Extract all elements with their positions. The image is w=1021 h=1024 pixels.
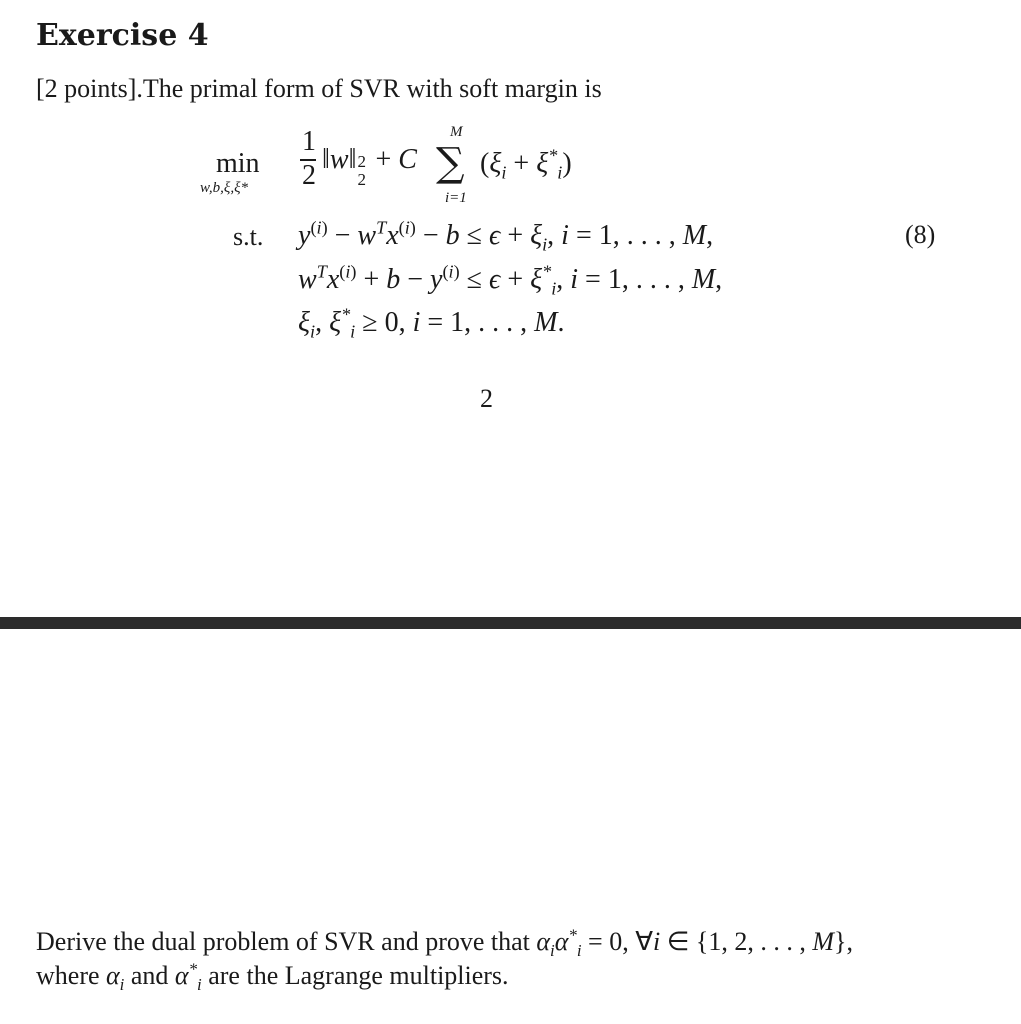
task-text (36, 925, 853, 993)
intro-text: [2 points].The primal form of SVR with soft margin is (36, 74, 602, 103)
page-number: 2 (480, 384, 493, 413)
constraint-3: $\xi_i$, $\xi^*_i \ge 0$, i = 1, . . . , M. (298, 304, 565, 342)
subject-to-label: s.t. (233, 222, 264, 251)
fraction-numerator: 1 (302, 126, 316, 157)
sum-body: $(\xi_i + \xi^*_i)$ (480, 145, 572, 183)
constraint-2: $w^Tx^{(i)} + b - y^{(i)} \le \epsilon + \xi^*_i$, i = 1, . . . , M, (298, 261, 723, 299)
objective-norm-term: ‖w‖ 2 2 + C (322, 144, 417, 189)
page-divider (0, 617, 1021, 629)
exercise-heading: Exercise 4 (36, 18, 209, 53)
summation-symbol: ∑ (436, 140, 465, 186)
fraction-denominator: 2 (302, 160, 316, 191)
equation-number: (8) (905, 220, 936, 249)
sum-lower-limit: i=1 (445, 190, 467, 206)
task-line-2: where $\alpha_i$ and $\alpha^*_i$ are the Lagrange multipliers. (36, 959, 509, 995)
task-line-1: Derive the dual problem of SVR and prove that $\alpha_i\alpha^*_i = 0$, ∀i ∈ {1, 2, . . . , M}, (36, 925, 854, 961)
constraint-1: $y^{(i)} - w^Tx^{(i)} - b \le \epsilon + \xi_i$, i = 1, . . . , M, (298, 217, 714, 255)
sum-upper-limit: M (450, 124, 463, 140)
min-subscript: w,b,ξ,ξ* (200, 180, 248, 196)
min-operator: min (216, 148, 260, 179)
